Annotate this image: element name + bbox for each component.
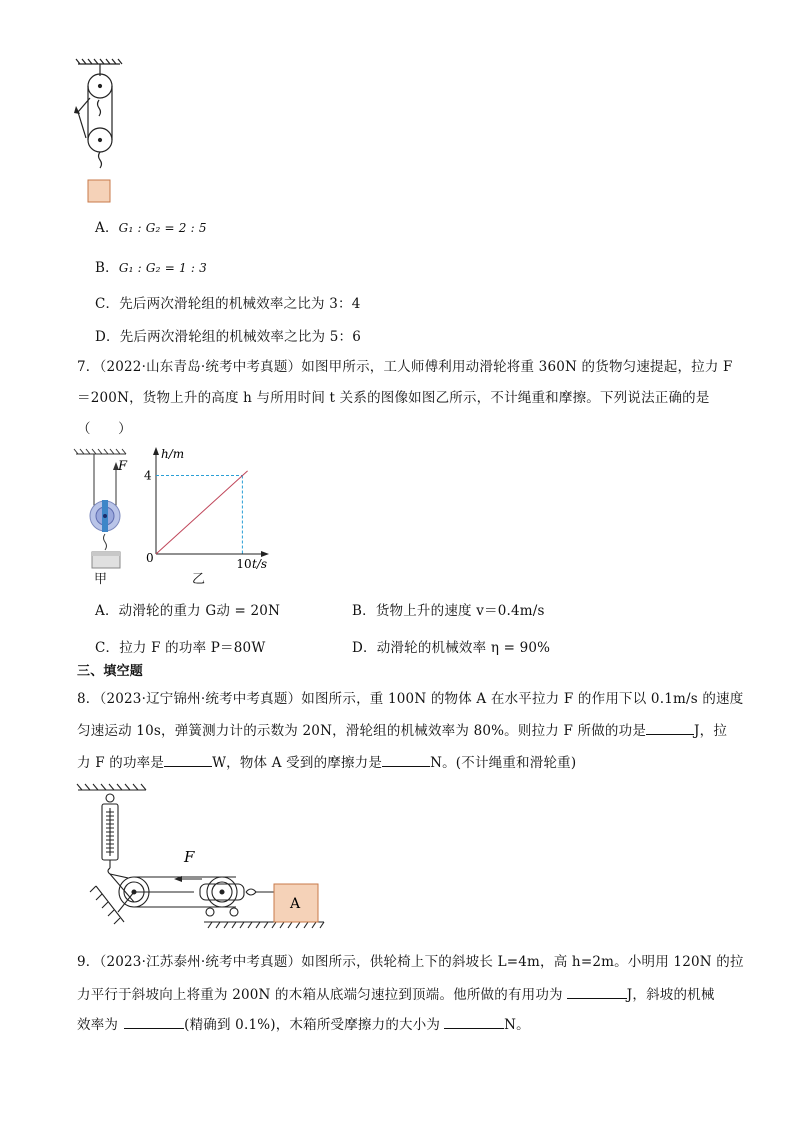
option-letter: C． [95, 296, 120, 312]
q8-line2-end: J，拉 [694, 723, 728, 739]
q8-blank-power[interactable] [164, 752, 212, 767]
option-letter: B． [95, 260, 119, 276]
option-text: 先后两次滑轮组的机械效率之比为 3：4 [119, 296, 361, 312]
q8-force-label: F [184, 848, 195, 866]
q7-option-a[interactable]: A．动滑轮的重力 G动 = 20N [95, 603, 281, 619]
q7-option-b[interactable]: B．货物上升的速度 v＝0.4m/s [352, 603, 545, 619]
q9-stem-line-2 [77, 984, 715, 1005]
q9-stem-line-1: 9．（2023·江苏泰州·统考中考真题）如图所示，供轮椅上下的斜坡长 L=4m，高 h=2m。小明用 120N 的拉 [77, 954, 744, 970]
q8-line3b: W，物体 A 受到的摩擦力是 [212, 755, 383, 771]
q8-blank-friction[interactable] [382, 752, 430, 767]
option-letter: A． [95, 220, 119, 236]
series-line-h-vs-t [156, 471, 248, 554]
q6-option-c[interactable] [95, 294, 361, 314]
q9-line3b: (精确到 0.1%)，木箱所受摩擦力的大小为 [184, 1017, 441, 1033]
h-t-graph [136, 444, 282, 576]
q9-blank-useful-work[interactable] [567, 984, 627, 999]
q7-option-d[interactable]: D．动滑轮的机械效率 η = 90% [352, 640, 551, 656]
q8-blank-work[interactable] [646, 720, 694, 735]
q8-stem-line-2 [77, 720, 727, 741]
q8-stem-line-3 [77, 752, 576, 773]
q8-line2-text: 匀速运动 10s，弹簧测力计的示数为 20N，滑轮组的机械效率为 80%。则拉力 F 所做的功是 [77, 723, 647, 739]
q8-block-label: A [290, 896, 301, 912]
option-text: G₁ : G₂ = 2 : 5 [118, 221, 207, 235]
x-tick-label: 10 [236, 557, 252, 571]
y-axis-label: h/m [161, 447, 185, 461]
q7-option-c[interactable]: C．拉力 F 的功率 P＝80W [95, 640, 266, 656]
q9-line2a: 力平行于斜坡向上将重为 200N 的木箱从底端匀速拉到顶端。他所做的有用功为 [77, 987, 563, 1003]
q9-line3c: N。 [504, 1017, 530, 1033]
origin-label: 0 [146, 551, 154, 565]
y-tick-label: 4 [144, 468, 152, 483]
q6-option-d[interactable] [95, 327, 361, 347]
q8-line3c: N。(不计绳重和滑轮重) [430, 755, 577, 771]
pulley-system-figure-q6 [66, 58, 126, 208]
q6-option-b[interactable] [95, 258, 207, 278]
q9-line2b: J，斜坡的机械 [626, 987, 715, 1003]
x-axis-label: t/s [252, 557, 268, 571]
q7-stem-line-2: ＝200N，货物上升的高度 h 与所用时间 t 关系的图像如图乙所示，不计绳重和摩擦。下列说法正确的是 [77, 390, 710, 406]
option-letter: D． [95, 329, 120, 345]
q9-line3a: 效率为 [77, 1017, 119, 1033]
option-text: 先后两次滑轮组的机械效率之比为 5：6 [119, 329, 362, 345]
figure-label-yi: 乙 [192, 572, 206, 587]
q9-stem-line-3 [77, 1014, 530, 1035]
pulley-figure-jia [70, 446, 140, 586]
q7-answer-paren: （ ） [77, 421, 132, 437]
option-text: G₁ : G₂ = 1 : 3 [118, 261, 207, 275]
force-label-f: F [118, 459, 128, 474]
q9-blank-efficiency[interactable] [124, 1014, 184, 1029]
q6-option-a[interactable] [95, 218, 207, 238]
pulley-spring-scale-figure-q8 [74, 782, 334, 942]
figure-label-jia: 甲 [94, 572, 108, 587]
section-heading-fill-in: 三、填空题 [77, 664, 144, 679]
q7-stem-line-1: 7．（2022·山东青岛·统考中考真题）如图甲所示，工人师傅利用动滑轮将重 360N 的货物匀速提起，拉力 F [77, 359, 733, 375]
q8-stem-line-1: 8．（2023·辽宁锦州·统考中考真题）如图所示，重 100N 的物体 A 在水平拉力 F 的作用下以 0.1m/s 的速度 [77, 691, 744, 707]
q8-line3a: 力 F 的功率是 [77, 755, 165, 771]
q9-blank-friction[interactable] [444, 1014, 504, 1029]
